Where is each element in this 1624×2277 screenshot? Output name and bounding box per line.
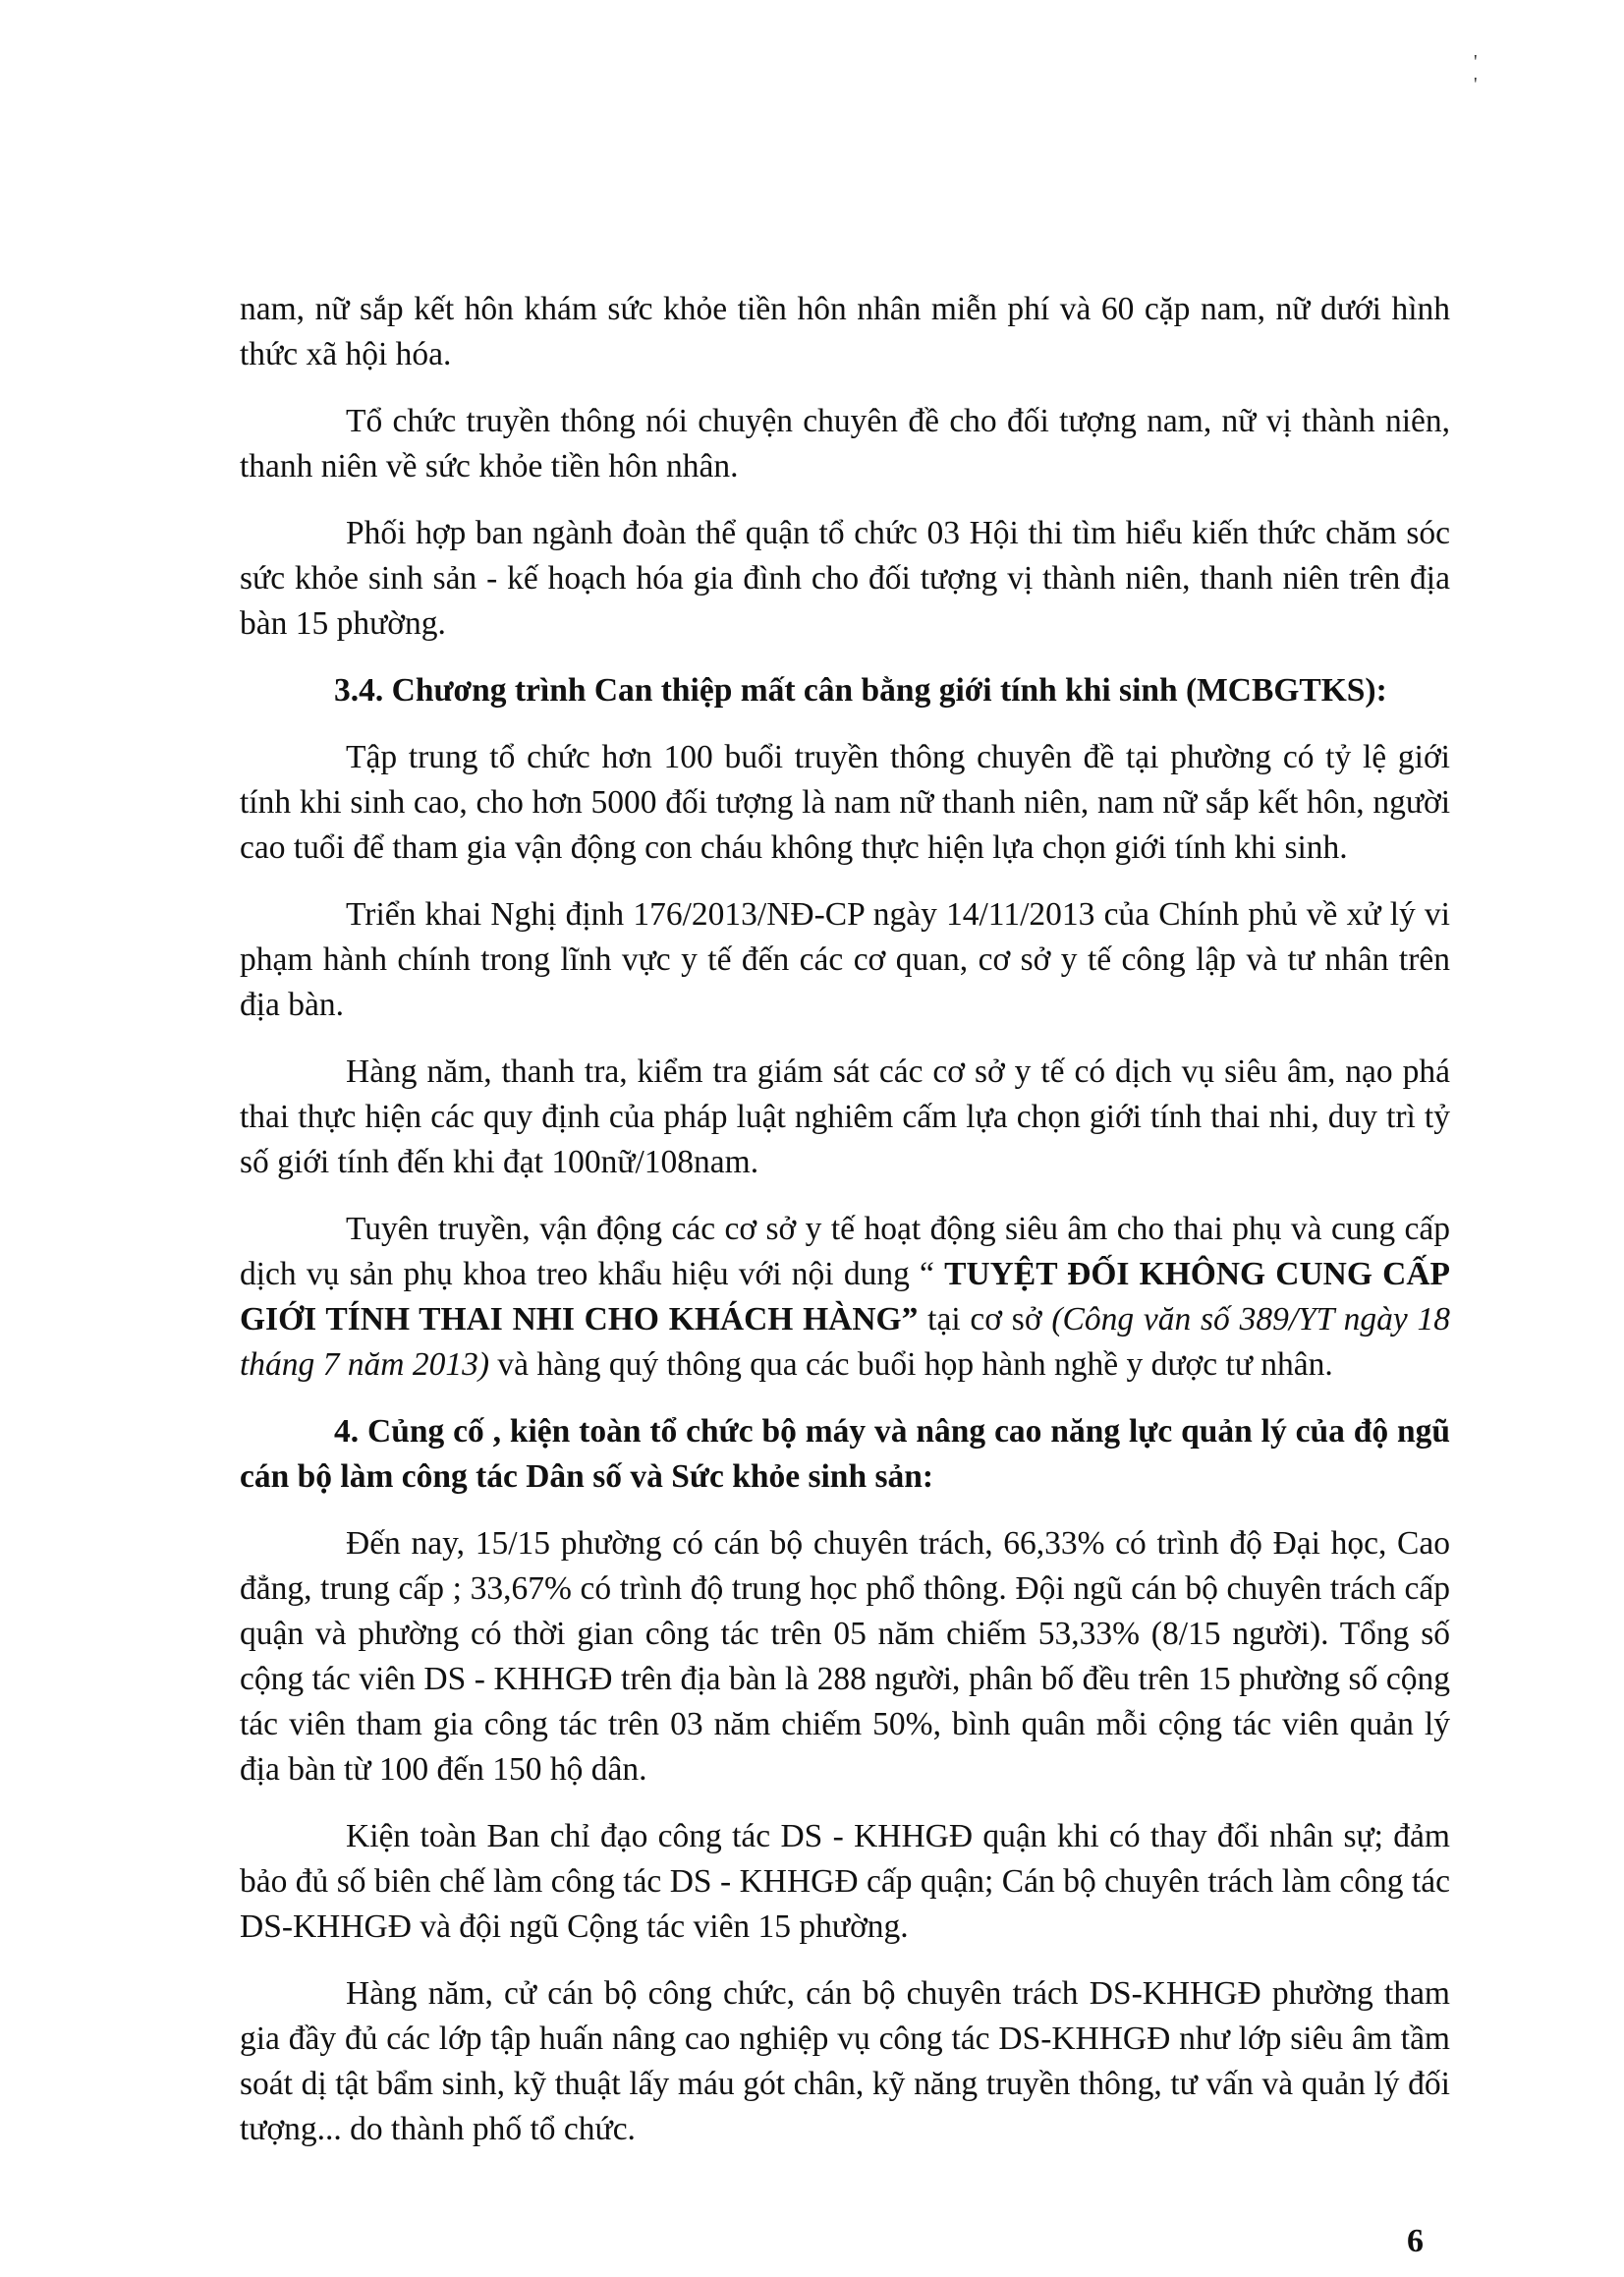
paragraph-decree-176: Triển khai Nghị định 176/2013/NĐ-CP ngày 14/11/2013 của Chính phủ về xử lý vi phạm hành chính trong lĩnh vực y tế đến các cơ quan, cơ sở y tế công lập và tư nhân trên địa bàn.	[240, 896, 1450, 1023]
slogan-text: TUYỆT ĐỐI KHÔNG CUNG CẤP GIỚI TÍNH THAI NHI CHO KHÁCH HÀNG”	[240, 1256, 1450, 1338]
slogan-end-text: và hàng quý thông qua các buổi họp hành nghề y dược tư nhân.	[489, 1346, 1333, 1383]
paragraph-premarital-health: nam, nữ sắp kết hôn khám sức khỏe tiền hôn nhân miễn phí và 60 cặp nam, nữ dưới hình thức xã hội hóa.	[240, 291, 1450, 372]
page-scan-marks: ' '	[1474, 51, 1537, 95]
paragraph-slogan-campaign	[240, 1207, 1450, 1388]
section-heading-4: 4. Củng cố , kiện toàn tổ chức bộ máy và nâng cao năng lực quản lý của độ ngũ cán bộ làm công tác Dân số và Sức khỏe sinh sản:	[240, 1413, 1450, 1495]
paragraph-communication-talks: Tổ chức truyền thông nói chuyện chuyên đề cho đối tượng nam, nữ vị thành niên, thanh niên về sức khỏe tiền hôn nhân.	[240, 403, 1450, 484]
slogan-intro-text: Tuyên truyền, vận động các cơ sở y tế hoạt động siêu âm cho thai phụ và cung cấp dịch vụ sản phụ khoa treo khẩu hiệu với nội dung “	[240, 1211, 1450, 1292]
paragraph-gender-sessions: Tập trung tổ chức hơn 100 buổi truyền thông chuyên đề tại phường có tỷ lệ giới tính khi sinh cao, cho hơn 5000 đối tượng là nam nữ thanh niên, nam nữ sắp kết hôn, người cao tuổi để tham gia vận động con cháu không thực hiện lựa chọn giới tính khi sinh.	[240, 739, 1450, 866]
page-number: 6	[1407, 2223, 1424, 2259]
slogan-middle-text: tại cơ sở	[918, 1301, 1052, 1338]
paragraph-training: Hàng năm, cử cán bộ công chức, cán bộ chuyên trách DS-KHHGĐ phường tham gia đầy đủ các lớp tập huấn nâng cao nghiệp vụ công tác DS-KHHGĐ như lớp siêu âm tầm soát dị tật bẩm sinh, kỹ thuật lấy máu gót chân, kỹ năng truyền thông, tư vấn và quản lý đối tượng... do thành phố tổ chức.	[240, 1975, 1450, 2147]
paragraph-inspection: Hàng năm, thanh tra, kiểm tra giám sát các cơ sở y tế có dịch vụ siêu âm, nạo phá thai thực hiện các quy định của pháp luật nghiêm cấm lựa chọn giới tính thai nhi, duy trì tỷ số giới tính đến khi đạt 100nữ/108nam.	[240, 1053, 1450, 1180]
official-letter-reference: (Công văn số 389/YT ngày 18 tháng 7 năm 2013)	[240, 1301, 1450, 1383]
paragraph-steering-committee: Kiện toàn Ban chỉ đạo công tác DS - KHHGĐ quận khi có thay đổi nhân sự; đảm bảo đủ số biên chế làm công tác DS - KHHGĐ cấp quận; Cán bộ chuyên trách làm công tác DS-KHHGĐ và đội ngũ Cộng tác viên 15 phường.	[240, 1818, 1450, 1945]
paragraph-contests: Phối hợp ban ngành đoàn thể quận tổ chức 03 Hội thi tìm hiểu kiến thức chăm sóc sức khỏe sinh sản - kế hoạch hóa gia đình cho đối tượng vị thành niên, thanh niên trên địa bàn 15 phường.	[240, 515, 1450, 642]
document-body	[240, 287, 1450, 2174]
paragraph-staff-statistics: Đến nay, 15/15 phường có cán bộ chuyên trách, 66,33% có trình độ Đại học, Cao đẳng, trung cấp ; 33,67% có trình độ trung học phổ thông. Đội ngũ cán bộ chuyên trách cấp quận và phường có thời gian công tác trên 05 năm chiếm 53,33% (8/15 người). Tổng số cộng tác viên DS - KHHGĐ trên địa bàn là 288 người, phân bố đều trên 15 phường số cộng tác viên tham gia công tác trên 03 năm chiếm 50%, bình quân mỗi cộng tác viên quản lý địa bàn từ 100 đến 150 hộ dân.	[240, 1525, 1450, 1788]
section-heading-3-4: 3.4. Chương trình Can thiệp mất cân bằng giới tính khi sinh (MCBGTKS):	[334, 672, 1387, 709]
